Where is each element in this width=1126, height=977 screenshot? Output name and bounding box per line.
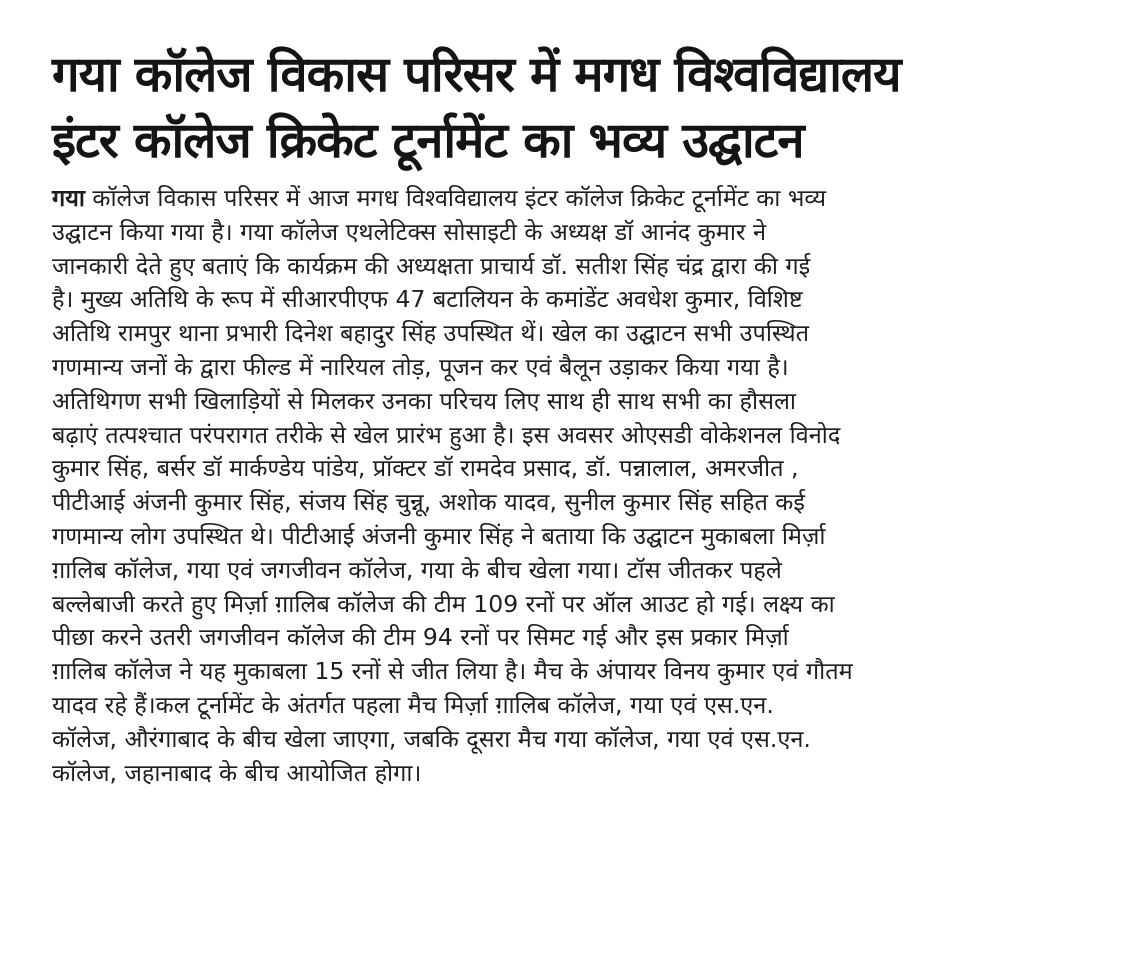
body-line: अतिथिगण सभी खिलाड़ियों से मिलकर उनका परिचय लिए साथ ही साथ सभी का हौसला [52,386,796,415]
body-line: कुमार सिंह, बर्सर डॉ मार्कण्डेय पांडेय, प्रॉक्टर डॉ रामदेव प्रसाद, डॉ. पन्नालाल, अमरजीत , [52,454,799,483]
body-line: बल्लेबाजी करते हुए मिर्ज़ा ग़ालिब कॉलेज की टीम 109 रनों पर ऑल आउट हो गई। लक्ष्य का [52,589,835,618]
body-line-text: कॉलेज विकास परिसर में आज मगध विश्वविद्यालय इंटर कॉलेज क्रिकेट टूर्नामेंट का भव्य [84,184,827,212]
body-line: कॉलेज, औरंगाबाद के बीच खेला जाएगा, जबकि दूसरा मैच गया कॉलेज, गया एवं एस.एन. [52,724,811,753]
body-line: गणमान्य जनों के द्वारा फील्ड में नारियल तोड़, पूजन कर एवं बैलून उड़ाकर किया गया है। [52,352,789,381]
body-line: अतिथि रामपुर थाना प्रभारी दिनेश बहादुर सिंह उपस्थित थें। खेल का उद्घाटन सभी उपस्थित [52,319,809,348]
body-line: पीटीआई अंजनी कुमार सिंह, संजय सिंह चुन्नू, अशोक यादव, सुनील कुमार सिंह सहित कई [52,488,805,517]
headline-line: इंटर कॉलेज क्रिकेट टूर्नामेंट का भव्य उद्घाटन [52,112,804,169]
body-line: गणमान्य लोग उपस्थित थे। पीटीआई अंजनी कुमार सिंह ने बताया कि उद्घाटन मुकाबला मिर्ज़ा [52,521,826,550]
body-line: यादव रहे हैं।कल टूर्नामेंट के अंतर्गत पहला मैच मिर्ज़ा ग़ालिब कॉलेज, गया एवं एस.एन. [52,690,774,719]
body-line: पीछा करने उतरी जगजीवन कॉलेज की टीम 94 रनों पर सिमट गई और इस प्रकार मिर्ज़ा [52,623,789,652]
body-line: ग़ालिब कॉलेज ने यह मुकाबला 15 रनों से जीत लिया है। मैच के अंपायर विनय कुमार एवं गौतम [52,657,853,686]
body-line: बढ़ाएं तत्पश्चात परंपरागत तरीके से खेल प्रारंभ हुआ है। इस अवसर ओएसडी वोकेशनल विनोद [52,420,841,449]
body-line: कॉलेज, जहानाबाद के बीच आयोजित होगा। [52,758,422,787]
article-headline [52,42,1082,174]
body-line: ग़ालिब कॉलेज, गया एवं जगजीवन कॉलेज, गया के बीच खेला गया। टॉस जीतकर पहले [52,555,782,584]
dateline: गया [52,184,85,212]
article-body [52,182,1082,790]
body-line: है। मुख्य अतिथि के रूप में सीआरपीएफ 47 बटालियन के कमांडेंट अवधेश कुमार, विशिष्ट [52,285,803,314]
body-line [52,182,1082,216]
headline-line: गया कॉलेज विकास परिसर में मगध विश्वविद्यालय [52,46,901,103]
body-line: जानकारी देते हुए बताएं कि कार्यक्रम की अध्यक्षता प्राचार्य डॉ. सतीश सिंह चंद्र द्वारा की गई [52,251,811,280]
body-line: उद्घाटन किया गया है। गया कॉलेज एथलेटिक्स सोसाइटी के अध्यक्ष डॉ आनंद कुमार ने [52,217,767,246]
news-article [52,42,1082,790]
